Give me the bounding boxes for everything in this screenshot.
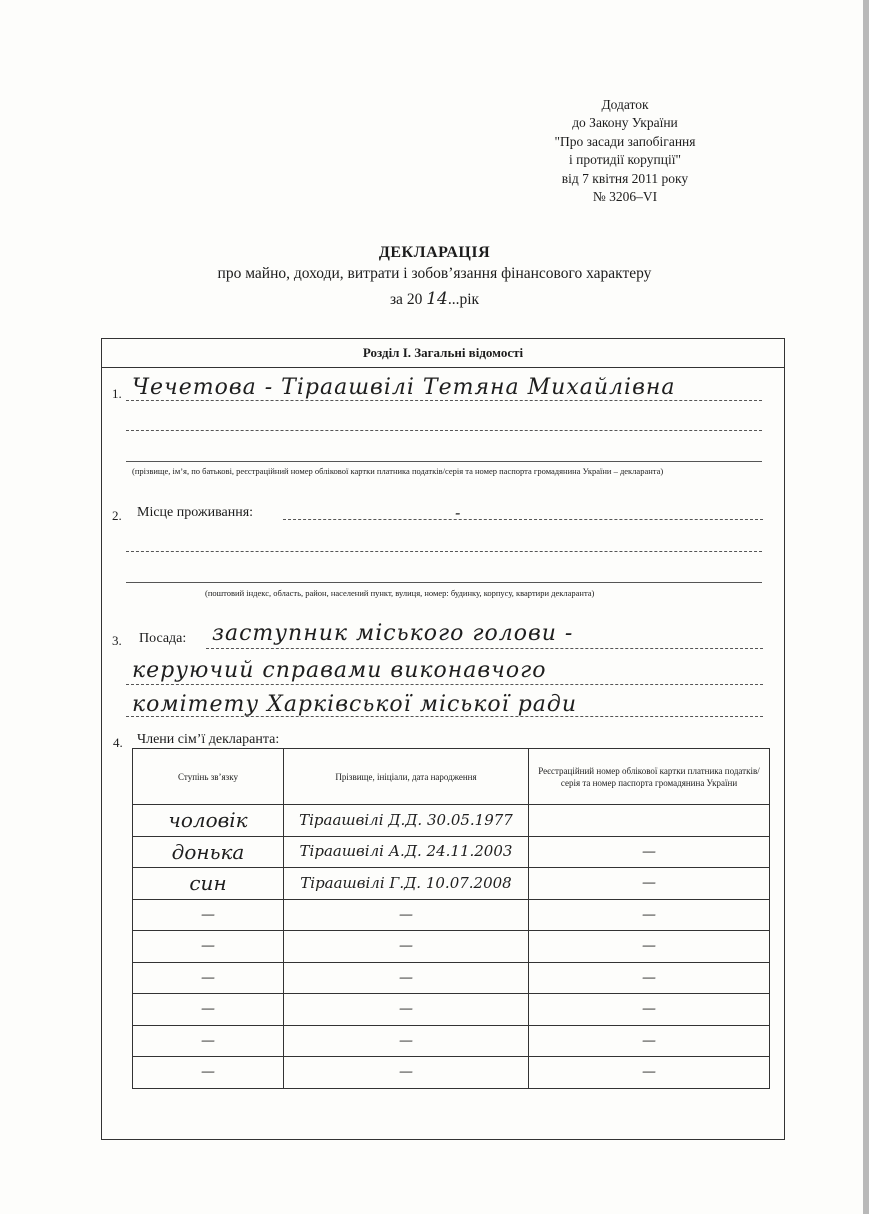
annex-line: "Про засади запобігання — [554, 133, 696, 149]
name-cell: — — [399, 938, 413, 955]
column-header: Прізвище, ініціали, дата народження — [284, 749, 529, 805]
annex-line: № 3206–VI — [592, 189, 658, 205]
reg-cell: — — [642, 843, 656, 860]
relation-cell: — — [201, 906, 215, 923]
item1-number: 1. — [112, 386, 122, 401]
relation-cell: — — [201, 1001, 215, 1018]
item4-number: 4. — [113, 735, 123, 750]
family-members-table — [132, 748, 770, 1089]
table-row — [133, 994, 770, 1026]
year-suffix: ...рік — [447, 291, 480, 308]
declaration-year — [0, 289, 869, 309]
annex-line: і протидії корупції" — [569, 152, 681, 168]
position-handwritten-line: керуючий справами виконавчого — [132, 658, 547, 683]
column-header: Реєстраційний номер облікової картки платника податків/ серія та номер паспорта громадянина України — [529, 749, 770, 805]
name-cell: Тіраашвілі Г.Д. 10.07.2008 — [300, 873, 512, 892]
table-row — [133, 868, 770, 900]
table-row — [133, 1057, 770, 1089]
annex-line: від 7 квітня 2011 року — [561, 170, 689, 186]
name-cell: Тіраашвілі А.Д. 24.11.2003 — [299, 842, 513, 861]
table-header-row — [133, 749, 770, 805]
relation-cell: чоловік — [168, 808, 248, 833]
name-cell: — — [399, 1032, 413, 1049]
reg-cell: — — [642, 875, 656, 892]
relation-cell: донька — [171, 839, 245, 864]
document-subtitle: про майно, доходи, витрати і зобов’язання фінансового характеру — [217, 265, 652, 282]
item1-line — [126, 400, 762, 401]
table-row — [133, 836, 770, 868]
declarant-name-handwritten: Чечетова - Тіраашвілі Тетяна Михайлівна — [132, 375, 676, 400]
item3-line — [126, 684, 763, 685]
name-cell: — — [399, 1064, 413, 1081]
item1-line — [126, 430, 762, 431]
reg-cell: — — [642, 1032, 656, 1049]
year-handwritten: 14 — [426, 289, 448, 309]
item2-line — [283, 519, 763, 520]
name-cell: — — [399, 906, 413, 923]
reg-cell: — — [642, 906, 656, 923]
item1-caption: (прізвище, ім’я, по батькові, реєстраційний номер облікової картки платника податків/серія та номер паспорта громадянина України – декларанта) — [132, 466, 664, 476]
item2-line — [126, 582, 762, 583]
item3-number: 3. — [112, 633, 122, 648]
name-cell: — — [399, 1001, 413, 1018]
item2-line — [126, 551, 762, 552]
address-handwritten: - — [455, 503, 461, 522]
name-cell: Тіраашвілі Д.Д. 30.05.1977 — [299, 810, 513, 829]
reg-cell: — — [642, 938, 656, 955]
item2-label: Місце проживання: — [137, 505, 254, 520]
reg-cell: — — [642, 1001, 656, 1018]
item3-label: Посада: — [139, 631, 187, 646]
name-cell: — — [399, 969, 413, 986]
item4-label: Члени сім’ї декларанта: — [137, 732, 280, 747]
item1-line — [126, 461, 762, 462]
relation-cell: — — [201, 938, 215, 955]
annex-note — [520, 96, 730, 206]
relation-cell: — — [201, 1032, 215, 1049]
relation-cell: син — [189, 871, 227, 896]
reg-cell: — — [642, 1064, 656, 1081]
relation-cell: — — [201, 969, 215, 986]
item3-line — [206, 648, 763, 649]
item2-caption: (поштовий індекс, область, район, населений пункт, вулиця, номер: будинку, корпусу, квартири декларанта) — [205, 588, 595, 598]
position-handwritten-line: заступник міського голови - — [212, 621, 574, 646]
document-title: ДЕКЛАРАЦІЯ — [378, 244, 491, 261]
column-header: Ступінь зв’язку — [133, 749, 284, 805]
item2-number: 2. — [112, 508, 122, 523]
annex-line: до Закону України — [572, 115, 678, 131]
scan-edge — [863, 0, 869, 1214]
position-handwritten-line: комітету Харківської міської ради — [132, 692, 578, 717]
annex-line: Додаток — [601, 97, 649, 112]
table-row — [133, 805, 770, 837]
table-row — [133, 899, 770, 931]
reg-cell: — — [642, 969, 656, 986]
table-row — [133, 962, 770, 994]
relation-cell: — — [201, 1064, 215, 1081]
item3-line — [126, 716, 763, 717]
year-prefix: за 20 — [389, 291, 423, 308]
table-row — [133, 1025, 770, 1057]
table-row — [133, 931, 770, 963]
section-title: Розділ І. Загальні відомості — [102, 339, 784, 368]
